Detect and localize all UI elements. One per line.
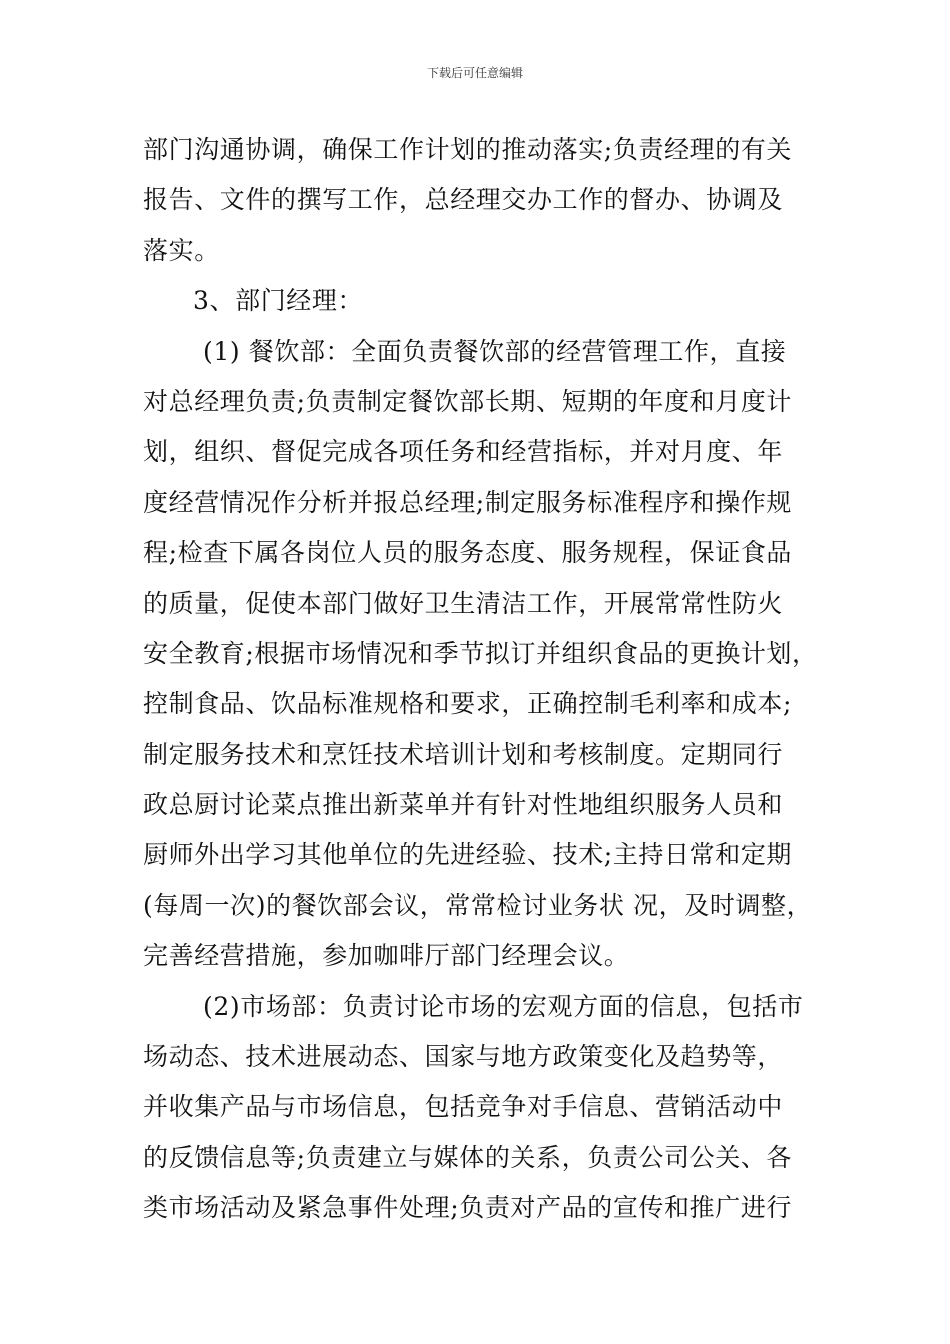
text-line: 安全教育;根据市场情况和季节拟订并组织食品的更换计划， (143, 638, 818, 668)
text-line: 对总经理负责;负责制定餐饮部长期、短期的年度和月度计 (143, 386, 793, 416)
text-line: 度经营情况作分析并报总经理;制定服务标准程序和操作规 (143, 487, 793, 517)
text-line: (1) 餐饮部：全面负责餐饮部的经营管理工作，直接 (203, 336, 787, 366)
text-line: 完善经营措施，参加咖啡厅部门经理会议。 (143, 941, 630, 971)
text-line: 部门沟通协调，确保工作计划的推动落实;负责经理的有关 (143, 135, 793, 164)
text-line: (2)市场部：负责讨论市场的宏观方面的信息，包括市 (203, 991, 804, 1021)
text-line: 场动态、技术进展动态、国家与地方政策变化及趋势等， (143, 1042, 784, 1072)
text-line: 类市场活动及紧急事件处理;负责对产品的宣传和推广进行 (143, 1193, 793, 1223)
text-line: 厨师外出学习其他单位的先进经验、技术;主持日常和定期 (143, 840, 793, 870)
text-line: 划，组织、督促完成各项任务和经营指标，并对月度、年 (143, 437, 784, 467)
text-line: (每周一次)的餐饮部会议，常常检讨业务状 况，及时调整， (143, 890, 813, 920)
text-line: 并收集产品与市场信息，包括竞争对手信息、营销活动中 (143, 1092, 784, 1122)
page-header: 下载后可任意编辑 (426, 66, 523, 80)
text-line: 的反馈信息等;负责建立与媒体的关系，负责公司公关、各 (143, 1142, 793, 1172)
text-line: 控制食品、饮品标准规格和要求，正确控制毛利率和成本; (143, 689, 793, 719)
document-body (143, 125, 823, 1234)
text-line: 政总厨讨论菜点推出新菜单并有针对性地组织服务人员和 (143, 790, 784, 820)
text-line: 落实。 (143, 235, 220, 265)
text-line: 程;检查下属各岗位人员的服务态度、服务规程，保证食品 (143, 538, 793, 568)
section-heading: 3、部门经理： (193, 286, 364, 316)
text-line: 制定服务技术和烹饪技术培训计划和考核制度。定期同行 (143, 739, 784, 769)
text-line: 报告、文件的撰写工作，总经理交办工作的督办、协调及 (143, 185, 784, 215)
text-line: 的质量，促使本部门做好卫生清洁工作，开展常常性防火 (143, 588, 784, 618)
